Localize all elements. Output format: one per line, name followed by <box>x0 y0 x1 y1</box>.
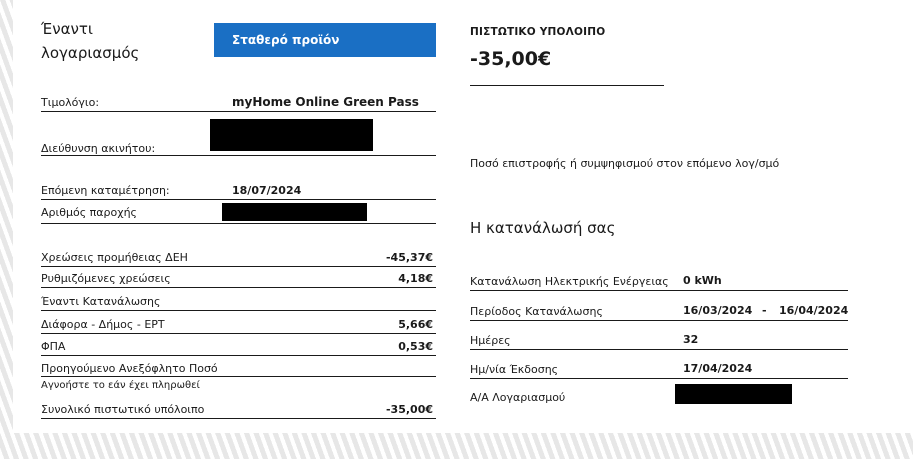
divider <box>41 355 436 356</box>
divider <box>470 320 848 321</box>
credit-balance-note: Ποσό επιστροφής ή συμψηφισμού στον επόμενο λογ/σμό <box>470 157 780 170</box>
misc-charges-label: Διάφορα - Δήμος - ΕΡΤ <box>41 318 165 331</box>
regulated-charges-value: 4,18€ <box>398 272 433 285</box>
vat-value: 0,53€ <box>398 340 433 353</box>
regulated-charges-label: Ρυθμιζόμενες χρεώσεις <box>41 272 171 285</box>
divider <box>41 155 436 156</box>
divider <box>41 418 436 419</box>
energy-consumption-label: Κατανάλωση Ηλεκτρικής Ενέργειας <box>470 275 669 288</box>
divider <box>41 266 436 267</box>
consumption-period-label: Περίοδος Κατανάλωσης <box>470 305 603 318</box>
bill-title-line2: λογαριασμός <box>41 44 140 62</box>
credit-balance-title: ΠΙΣΤΩΤΙΚΟ ΥΠΟΛΟΙΠΟ <box>470 26 606 38</box>
consumption-title: Η κατανάλωσή σας <box>470 219 616 237</box>
bill-title-line1: Έναντι <box>41 20 93 38</box>
divider <box>41 223 436 224</box>
consumption-period-separator: - <box>762 304 767 317</box>
address-label: Διεύθυνση ακινήτου: <box>41 142 156 155</box>
redacted-account-number <box>675 384 792 404</box>
misc-charges-value: 5,66€ <box>398 318 433 331</box>
divider <box>470 349 848 350</box>
divider <box>470 85 664 86</box>
issue-date-label: Ημ/νία Έκδοσης <box>470 363 559 376</box>
previous-unpaid-label: Προηγούμενο Ανεξόφλητο Ποσό <box>41 362 218 375</box>
next-reading-value: 18/07/2024 <box>232 184 302 197</box>
tariff-value: myHome Online Green Pass <box>232 95 419 109</box>
total-credit-label: Συνολικό πιστωτικό υπόλοιπο <box>41 403 205 416</box>
divider <box>41 287 436 288</box>
consumption-period-from: 16/03/2024 <box>683 304 753 317</box>
days-value: 32 <box>683 333 699 346</box>
supply-charges-value: -45,37€ <box>385 251 433 264</box>
previous-unpaid-note: Αγνοήστε το εάν έχει πληρωθεί <box>41 380 200 391</box>
divider <box>41 310 436 311</box>
divider <box>41 376 436 377</box>
energy-consumption-value: 0 kWh <box>683 274 722 287</box>
credit-balance-amount: -35,00€ <box>470 48 552 70</box>
product-badge <box>214 23 436 57</box>
divider <box>470 290 848 291</box>
divider <box>41 199 436 200</box>
issue-date-value: 17/04/2024 <box>683 362 753 375</box>
advance-consumption-label: Έναντι Κατανάλωσης <box>41 295 161 308</box>
total-credit-value: -35,00€ <box>385 403 433 416</box>
product-badge-label: Σταθερό προϊόν <box>232 33 340 47</box>
divider <box>41 333 436 334</box>
account-number-label: Α/Α Λογαριασμού <box>470 391 566 404</box>
days-label: Ημέρες <box>470 334 511 347</box>
divider <box>470 378 848 379</box>
vat-label: ΦΠΑ <box>41 340 66 353</box>
supply-number-label: Αριθμός παροχής <box>41 206 138 219</box>
supply-charges-label: Χρεώσεις προμήθειας ΔΕΗ <box>41 251 188 264</box>
next-reading-label: Επόμενη καταμέτρηση: <box>41 184 170 197</box>
consumption-period-to: 16/04/2024 <box>779 304 849 317</box>
redacted-address <box>210 119 373 151</box>
tariff-label: Τιμολόγιο: <box>41 96 100 109</box>
divider <box>41 111 436 112</box>
redacted-supply-number <box>222 203 367 221</box>
